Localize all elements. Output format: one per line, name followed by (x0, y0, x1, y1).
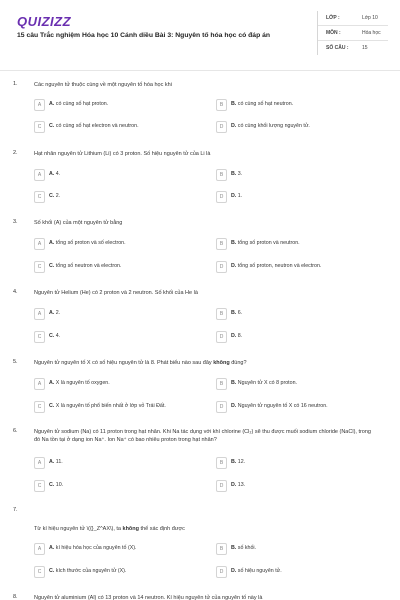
option-letter: B (216, 238, 227, 250)
question-number: 2. (13, 150, 18, 156)
option-letter: B (216, 378, 227, 390)
option-a[interactable] (34, 99, 204, 111)
question-number: 7. (13, 507, 18, 513)
question-number: 4. (13, 289, 18, 295)
option-letter: C (34, 401, 45, 413)
option-letter: C (34, 566, 45, 578)
option-letter: B (216, 457, 227, 469)
option-a[interactable] (34, 308, 204, 320)
option-key: C. (49, 482, 55, 488)
option-letter: C (34, 121, 45, 133)
option-c[interactable] (34, 261, 204, 273)
question-number: 3. (13, 219, 18, 225)
option-key: B. (231, 171, 237, 177)
option-letter: A (34, 99, 45, 111)
question-text: Hạt nhân nguyên tử Lithium (Li) có 3 proton. Số hiệu nguyên tử của Li là (34, 151, 211, 157)
question-number: 6. (13, 428, 18, 434)
option-key: B. (231, 240, 237, 246)
option-a[interactable] (34, 457, 204, 469)
option-letter: B (216, 169, 227, 181)
question-text: Từ kí hiệu nguyên tử \({}_Z^AX\), ta không thể xác định được (34, 526, 185, 532)
option-text: 2. (55, 310, 61, 316)
option-key: A. (49, 171, 55, 177)
option-letter: B (216, 543, 227, 555)
option-text: 4. (55, 171, 61, 177)
option-text: Nguyên tử X có 8 proton. (237, 380, 297, 386)
option-c[interactable] (34, 566, 204, 578)
info-row-count (318, 41, 388, 55)
option-key: C. (49, 123, 55, 129)
option-key: C. (49, 193, 55, 199)
option-text: 1. (237, 193, 243, 199)
info-row-class (318, 11, 388, 26)
option-key: A. (49, 380, 55, 386)
option-text: có cùng khối lượng nguyên tử. (237, 123, 310, 129)
option-b[interactable] (216, 457, 386, 469)
option-key: D. (231, 123, 237, 129)
option-key: A. (49, 459, 55, 465)
info-key: MÔN : (326, 30, 341, 36)
option-text: tổng số proton và số electron. (55, 240, 126, 246)
option-text: 2. (55, 193, 61, 199)
option-text: X là nguyên tố phổ biến nhất ở lớp vỏ Trái Đất. (55, 403, 166, 409)
option-letter: D (216, 566, 227, 578)
option-letter: A (34, 543, 45, 555)
option-text: số khối. (237, 545, 257, 551)
option-text: 10. (55, 482, 64, 488)
option-key: B. (231, 459, 237, 465)
option-text: X là nguyên tố oxygen. (55, 380, 110, 386)
option-text: 12. (237, 459, 246, 465)
info-value: 15 (362, 45, 368, 51)
question-number: 1. (13, 81, 18, 87)
option-b[interactable] (216, 99, 386, 111)
option-letter: D (216, 261, 227, 273)
option-letter: D (216, 480, 227, 492)
question-text: Nguyên tử Helium (He) có 2 proton và 2 neutron. Số khối của He là (34, 290, 198, 296)
option-c[interactable] (34, 121, 204, 133)
option-letter: C (34, 331, 45, 343)
option-letter: D (216, 331, 227, 343)
option-letter: C (34, 261, 45, 273)
option-b[interactable] (216, 238, 386, 250)
option-letter: D (216, 121, 227, 133)
question-number: 5. (13, 359, 18, 365)
option-key: B. (231, 380, 237, 386)
option-text: 6. (237, 310, 243, 316)
option-d[interactable] (216, 480, 386, 492)
option-key: A. (49, 240, 55, 246)
option-d[interactable] (216, 121, 386, 133)
option-text: Nguyên tử nguyên tố X có 16 neutron. (237, 403, 328, 409)
option-key: C. (49, 403, 55, 409)
option-key: B. (231, 101, 237, 107)
option-letter: A (34, 457, 45, 469)
option-letter: A (34, 169, 45, 181)
option-key: A. (49, 310, 55, 316)
option-key: D. (231, 568, 237, 574)
option-letter: C (34, 480, 45, 492)
option-key: B. (231, 545, 237, 551)
option-text: 8. (237, 333, 243, 339)
option-a[interactable] (34, 238, 204, 250)
question-text: Nguyên tử sodium (Na) có 11 proton trong hạt nhân. Khi Na tác dụng với khí chlorine (Cl₂) sẽ thu được muối sodium chloride (NaCl), trong đó Na tồn tại ở dạng ion Na⁺. Ion Na⁺ có bao nhiêu proton trong hạt nhân? (34, 429, 371, 443)
option-a[interactable] (34, 378, 204, 390)
option-d[interactable] (216, 401, 386, 413)
option-text: 11. (55, 459, 63, 465)
option-letter: A (34, 308, 45, 320)
info-value: Hóa học (362, 30, 381, 36)
option-text: 4. (55, 333, 61, 339)
option-key: C. (49, 568, 55, 574)
option-letter: C (34, 191, 45, 203)
option-letter: D (216, 401, 227, 413)
option-d[interactable] (216, 261, 386, 273)
option-c[interactable] (34, 191, 204, 203)
question-text: Nguyên tử aluminium (Al) có 13 proton và 14 neutron. Kí hiệu nguyên tử của nguyên tố này là (34, 595, 263, 600)
option-a[interactable] (34, 543, 204, 555)
option-text: tổng số proton, neutron và electron. (237, 263, 322, 269)
option-text: có cùng số hạt proton. (55, 101, 109, 107)
question-text: Các nguyên tử thuộc cùng về một nguyên tố hóa học khi (34, 82, 172, 88)
info-row-subject (318, 26, 388, 41)
info-key: SỐ CÂU : (326, 45, 349, 51)
option-text: tổng số neutron và electron. (55, 263, 122, 269)
option-text: kí hiệu hóa học của nguyên tố (X). (55, 545, 137, 551)
option-letter: B (216, 99, 227, 111)
option-key: A. (49, 545, 55, 551)
option-key: B. (231, 310, 237, 316)
question-text: Nguyên tử nguyên tố X có số hiệu nguyên tử là 8. Phát biểu nào sau đây không đúng? (34, 360, 247, 366)
quizizz-logo[interactable]: QUIZIZZ (17, 14, 72, 29)
option-text: có cùng số hạt electron và neutron. (55, 123, 139, 129)
option-b[interactable] (216, 308, 386, 320)
option-text: 3. (237, 171, 243, 177)
option-key: A. (49, 101, 55, 107)
option-text: tổng số proton và neutron. (237, 240, 300, 246)
option-key: D. (231, 333, 237, 339)
option-key: D. (231, 403, 237, 409)
info-value: Lớp 10 (362, 15, 378, 21)
emphasis-text: không (213, 360, 230, 366)
question-number: 8. (13, 594, 18, 600)
option-text: số hiệu nguyên tử. (237, 568, 282, 574)
option-c[interactable] (34, 480, 204, 492)
option-d[interactable] (216, 331, 386, 343)
option-c[interactable] (34, 331, 204, 343)
option-text: có cùng số hạt neutron. (237, 101, 294, 107)
worksheet-header (0, 0, 400, 70)
option-key: C. (49, 333, 55, 339)
option-c[interactable] (34, 401, 204, 413)
option-b[interactable] (216, 169, 386, 181)
option-a[interactable] (34, 169, 204, 181)
option-b[interactable] (216, 543, 386, 555)
option-letter: A (34, 238, 45, 250)
option-d[interactable] (216, 191, 386, 203)
option-d[interactable] (216, 566, 386, 578)
question-text: Số khối (A) của một nguyên tử bằng (34, 220, 123, 226)
option-letter: B (216, 308, 227, 320)
option-letter: A (34, 378, 45, 390)
option-text: 13. (237, 482, 246, 488)
option-letter: D (216, 191, 227, 203)
header-divider (0, 70, 400, 71)
option-key: C. (49, 263, 55, 269)
info-key: LỚP : (326, 15, 340, 21)
option-key: D. (231, 482, 237, 488)
option-key: D. (231, 193, 237, 199)
option-key: D. (231, 263, 237, 269)
option-text: kích thước của nguyên tử (X). (55, 568, 127, 574)
emphasis-text: không (122, 526, 140, 532)
option-b[interactable] (216, 378, 386, 390)
page-title: 15 câu Trắc nghiệm Hóa học 10 Cánh diều Bài 3: Nguyên tố hóa học có đáp án (17, 32, 271, 39)
info-box (317, 11, 388, 55)
